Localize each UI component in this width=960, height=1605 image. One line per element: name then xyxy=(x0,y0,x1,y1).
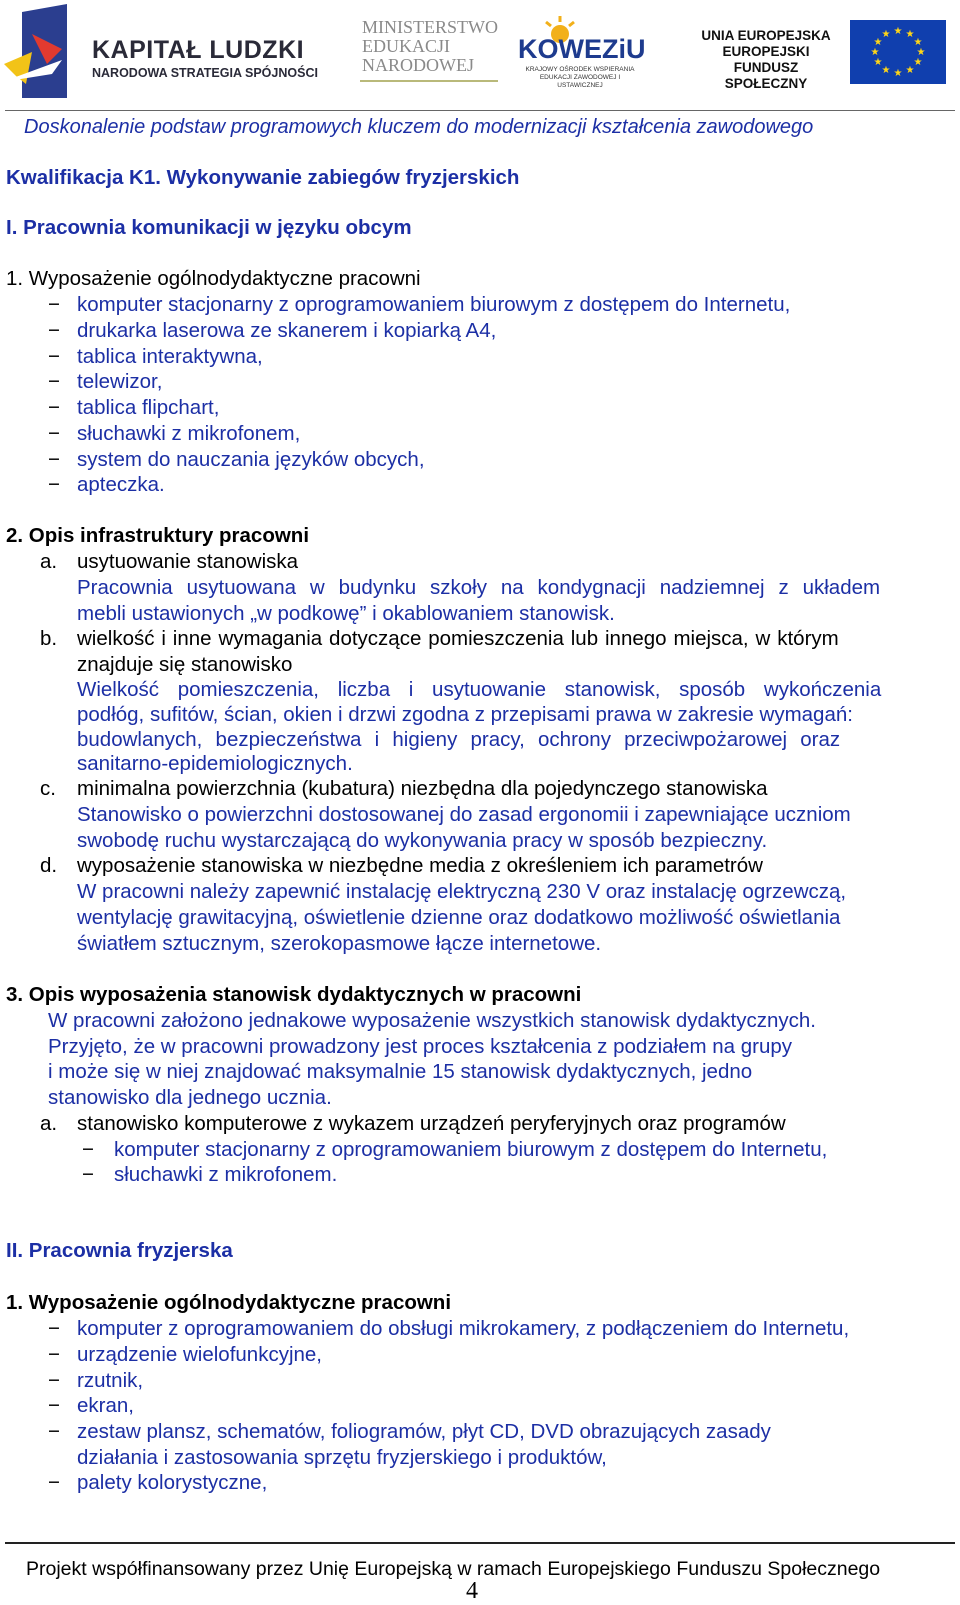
subsection-a-text: Pracownia usytuowana w budynku szkoły na kondygnacji nadziemnej z układem xyxy=(77,576,881,599)
ministry-underline xyxy=(360,80,498,82)
list-item: − xyxy=(48,1343,60,1366)
section-3-text: stanowisko dla jednego ucznia. xyxy=(48,1086,332,1109)
kapital-ludzki-emblem-icon xyxy=(2,4,87,104)
list-item-text: tablica flipchart, xyxy=(77,396,220,419)
list-item: − xyxy=(48,1369,60,1392)
ministry-line-3: NARODOWEJ xyxy=(362,55,474,75)
svg-text:★: ★ xyxy=(873,37,883,48)
kowezu-subtitle-2: EDUKACJI ZAWODOWEJ I USTAWICZNEJ xyxy=(539,74,621,89)
subsection-d-text: W pracowni należy zapewnić instalację elektryczną 230 V oraz instalację ogrzewczą, xyxy=(77,880,847,903)
list-item: − xyxy=(82,1163,94,1186)
list-item: − xyxy=(48,1317,60,1340)
list-item-text: rzutnik, xyxy=(77,1369,144,1392)
subsection-d-marker: d. xyxy=(40,854,58,877)
subsection-3a-marker: a. xyxy=(40,1112,58,1135)
ministry-logo xyxy=(360,10,510,90)
list-item: − xyxy=(48,345,60,368)
list-item-text: system do nauczania języków obcych, xyxy=(77,448,425,471)
list-item-text: tablica interaktywna, xyxy=(77,345,263,368)
eu-line-3: FUNDUSZ SPOŁECZNY xyxy=(724,60,808,91)
svg-text:★: ★ xyxy=(881,65,891,76)
eu-line-2: EUROPEJSKI xyxy=(722,44,810,59)
svg-text:★: ★ xyxy=(893,26,903,37)
subsection-a-marker: a. xyxy=(40,550,58,573)
kowezu-logo xyxy=(512,10,652,90)
list-item: − xyxy=(48,1394,60,1417)
svg-text:★: ★ xyxy=(913,57,923,68)
subsection-b-marker: b. xyxy=(40,627,58,650)
ministry-line-1: MINISTERSTWO xyxy=(362,17,498,37)
list-item: − xyxy=(48,370,60,393)
footer-funding-note: Projekt współfinansowany przez Unię Europejską w ramach Europejskiego Funduszu Społecznego xyxy=(26,1558,881,1580)
header-divider xyxy=(5,110,955,111)
svg-text:★: ★ xyxy=(905,65,915,76)
eu-logo xyxy=(690,20,950,90)
subsection-b-label: wielkość i inne wymagania dotyczące pomieszczenia lub innego miejsca, w którym xyxy=(77,627,839,650)
list-item: − xyxy=(48,1471,60,1494)
section-2-heading: 2. Opis infrastruktury pracowni xyxy=(6,524,310,547)
list-item: − xyxy=(82,1138,94,1161)
room-ii-heading: II. Pracownia fryzjerska xyxy=(6,1239,233,1262)
list-item-text: palety kolorystyczne, xyxy=(77,1471,268,1494)
svg-text:★: ★ xyxy=(873,57,883,68)
qualification-heading: Kwalifikacja K1. Wykonywanie zabiegów fryzjerskich xyxy=(6,166,520,189)
list-item: − xyxy=(48,448,60,471)
kapital-ludzki-subtitle: NARODOWA STRATEGIA SPÓJNOŚCI xyxy=(92,66,318,80)
subsection-c-text: Stanowisko o powierzchni dostosowanej do zasad ergonomii i zapewniające uczniom xyxy=(77,803,851,826)
list-item: − xyxy=(48,422,60,445)
page-number: 4 xyxy=(466,1578,478,1604)
list-item-text: słuchawki z mikrofonem, xyxy=(77,422,301,445)
svg-text:★: ★ xyxy=(893,68,903,79)
section-3-heading: 3. Opis wyposażenia stanowisk dydaktycznych w pracowni xyxy=(6,983,582,1006)
svg-text:★: ★ xyxy=(913,37,923,48)
list-item: − xyxy=(48,396,60,419)
list-item-text: komputer stacjonarny z oprogramowaniem biurowym z dostępem do Internetu, xyxy=(114,1138,828,1161)
list-item-text: urządzenie wielofunkcyjne, xyxy=(77,1343,322,1366)
subsection-b-label: znajduje się stanowisko xyxy=(77,653,293,676)
subsection-b-text: Wielkość pomieszczenia, liczba i usytuowanie stanowisk, sposób wykończenia xyxy=(77,678,882,701)
section-3-text: Przyjęto, że w pracowni prowadzony jest proces kształcenia z podziałem na grupy xyxy=(48,1035,793,1058)
section-3-text: W pracowni założono jednakowe wyposażenie wszystkich stanowisk dydaktycznych. xyxy=(48,1009,816,1032)
subsection-c-text: swobodę ruchu wystarczającą do wykonywania pracy w sposób bezpieczny. xyxy=(77,829,768,852)
svg-text:★: ★ xyxy=(870,47,880,58)
list-item-text: zestaw plansz, schematów, foliogramów, płyt CD, DVD obrazujących zasady xyxy=(77,1420,771,1443)
subsection-a-text: mebli ustawionych „w podkowę” i okablowaniem stanowisk. xyxy=(77,602,615,625)
list-item-text: apteczka. xyxy=(77,473,165,496)
list-item-text: ekran, xyxy=(77,1394,134,1417)
kapital-ludzki-logo xyxy=(0,0,320,105)
subsection-d-text: wentylację grawitacyjną, oświetlenie dzienne oraz dodatkowo możliwość oświetlania xyxy=(77,906,841,929)
eu-flag-icon xyxy=(850,20,946,84)
subsection-d-text: światłem sztucznym, szerokopasmowe łącze internetowe. xyxy=(77,932,602,955)
list-item-text: komputer z oprogramowaniem do obsługi mikrokamery, z podłączeniem do Internetu, xyxy=(77,1317,850,1340)
subsection-a-label: usytuowanie stanowiska xyxy=(77,550,299,573)
subsection-b-text: podłóg, sufitów, ścian, okien i drzwi zgodna z przepisami prawa w zakresie wymagań: xyxy=(77,703,853,726)
svg-text:★: ★ xyxy=(916,47,926,58)
subsection-d-label: wyposażenie stanowiska w niezbędne media z określeniem ich parametrów xyxy=(77,854,763,877)
list-item: − xyxy=(48,473,60,496)
svg-text:★: ★ xyxy=(905,29,915,40)
list-item-text: słuchawki z mikrofonem. xyxy=(114,1163,338,1186)
list-item-text: drukarka laserowa ze skanerem i kopiarką A4, xyxy=(77,319,497,342)
list-item: − xyxy=(48,1420,60,1443)
section-1-heading: 1. Wyposażenie ogólnodydaktyczne pracowni xyxy=(6,267,421,290)
kowezu-title: KOWEZiU xyxy=(518,34,646,64)
kowezu-subtitle-1: KRAJOWY OŚRODEK WSPIERANIA xyxy=(525,66,635,73)
project-title: Doskonalenie podstaw programowych kluczem do modernizacji kształcenia zawodowego xyxy=(24,116,814,138)
subsection-3a-label: stanowisko komputerowe z wykazem urządzeń peryferyjnych oraz programów xyxy=(77,1112,786,1135)
subsection-b-text: budowlanych, bezpieczeństwa i higieny pracy, ochrony przeciwpożarowej oraz xyxy=(77,728,841,751)
room-i-heading: I. Pracownia komunikacji w języku obcym xyxy=(6,216,412,239)
list-item: − xyxy=(48,319,60,342)
room-ii-section-1-heading: 1. Wyposażenie ogólnodydaktyczne pracowni xyxy=(6,1291,452,1314)
list-item-text-continued: działania i zastosowania sprzętu fryzjerskiego i produktów, xyxy=(77,1446,607,1469)
ministry-line-2: EDUKACJI xyxy=(362,36,450,56)
footer-divider xyxy=(5,1542,955,1544)
subsection-b-text: sanitarno-epidemiologicznych. xyxy=(77,752,353,775)
eu-line-1: UNIA EUROPEJSKA xyxy=(701,28,831,43)
kapital-ludzki-title: KAPITAŁ LUDZKI xyxy=(92,36,305,64)
subsection-c-marker: c. xyxy=(40,777,56,800)
section-3-text: i może się w niej znajdować maksymalnie 15 stanowisk dydaktycznych, jedno xyxy=(48,1060,753,1083)
list-item-text: komputer stacjonarny z oprogramowaniem biurowym z dostępem do Internetu, xyxy=(77,293,791,316)
subsection-c-label: minimalna powierzchnia (kubatura) niezbędna dla pojedynczego stanowiska xyxy=(77,777,768,800)
svg-text:★: ★ xyxy=(881,29,891,40)
list-item: − xyxy=(48,293,60,316)
list-item-text: telewizor, xyxy=(77,370,163,393)
